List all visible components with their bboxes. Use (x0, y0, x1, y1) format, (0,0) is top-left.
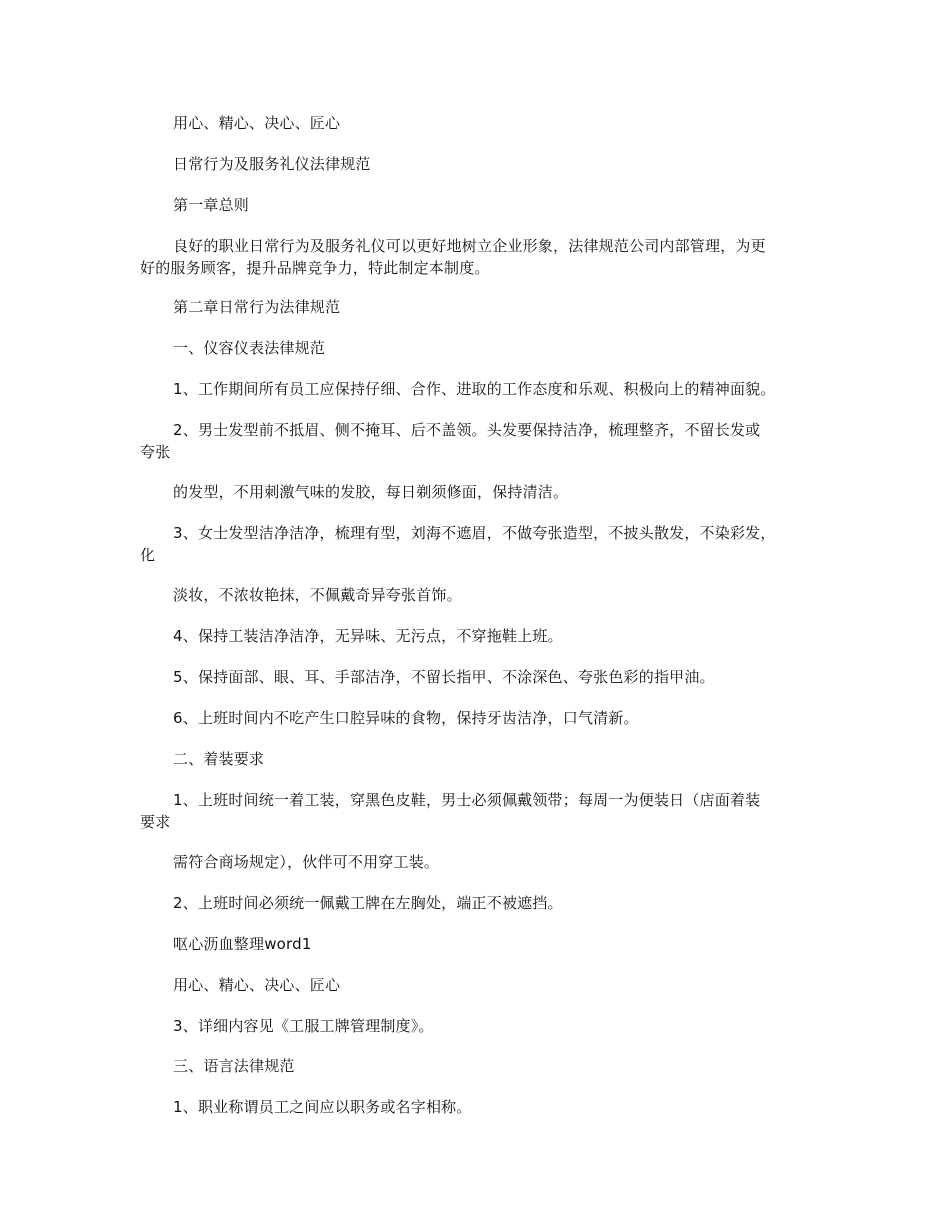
paragraph-line: 1、职业称谓员工之间应以职务或名字相称。 (173, 1098, 472, 1116)
header-slogan: 用心、精心、决心、匠心 (173, 114, 341, 132)
paragraph-line: 淡妆，不浓妆艳抹，不佩戴奇异夸张首饰。 (173, 586, 462, 604)
paragraph-line: 2、上班时间必须统一佩戴工牌在左胸处，端正不被遮挡。 (173, 894, 563, 912)
paragraph-line: 好的服务顾客，提升品牌竞争力，特此制定本制度。 (140, 259, 490, 277)
chapter-heading: 第二章日常行为法律规范 (173, 298, 341, 316)
section-heading: 一、仪容仪表法律规范 (173, 339, 326, 357)
paragraph-line: 化 (140, 546, 156, 564)
paragraph-line: 3、详细内容见《工服工牌管理制度》。 (173, 1017, 434, 1035)
paragraph-line: 1、上班时间统一着工装，穿黑色皮鞋，男士必须佩戴领带；每周一为便装日（店面着装 (173, 791, 761, 809)
document-title: 日常行为及服务礼仪法律规范 (173, 155, 371, 173)
page-footer: 呕心沥血整理word1 (173, 935, 312, 953)
section-heading: 二、着装要求 (173, 750, 265, 768)
paragraph-line: 良好的职业日常行为及服务礼仪可以更好地树立企业形象，法律规范公司内部管理，为更 (173, 237, 766, 255)
paragraph-line: 6、上班时间内不吃产生口腔异味的食物，保持牙齿洁净，口气清新。 (173, 709, 639, 727)
paragraph-line: 要求 (140, 813, 171, 831)
paragraph-line: 5、保持面部、眼、耳、手部洁净，不留长指甲、不涂深色、夸张色彩的指甲油。 (173, 668, 715, 686)
paragraph-line: 3、女士发型洁净洁净，梳理有型，刘海不遮眉，不做夸张造型，不披头散发，不染彩发， (173, 524, 776, 542)
paragraph-line: 4、保持工装洁净洁净，无异味、无污点，不穿拖鞋上班。 (173, 627, 563, 645)
paragraph-line: 的发型，不用刺激气味的发胶，每日剃须修面，保持清洁。 (173, 483, 569, 501)
paragraph-line: 1、工作期间所有员工应保持仔细、合作、进取的工作态度和乐观、积极向上的精神面貌。 (173, 380, 776, 398)
paragraph-line: 夸张 (140, 443, 171, 461)
chapter-heading: 第一章总则 (173, 196, 250, 214)
paragraph-line: 需符合商场规定），伙伴可不用穿工装。 (173, 853, 440, 871)
paragraph-line: 2、男士发型前不抵眉、侧不掩耳、后不盖领。头发要保持洁净，梳理整齐，不留长发或 (173, 421, 761, 439)
header-slogan: 用心、精心、决心、匠心 (173, 976, 341, 994)
section-heading: 三、语言法律规范 (173, 1057, 295, 1075)
